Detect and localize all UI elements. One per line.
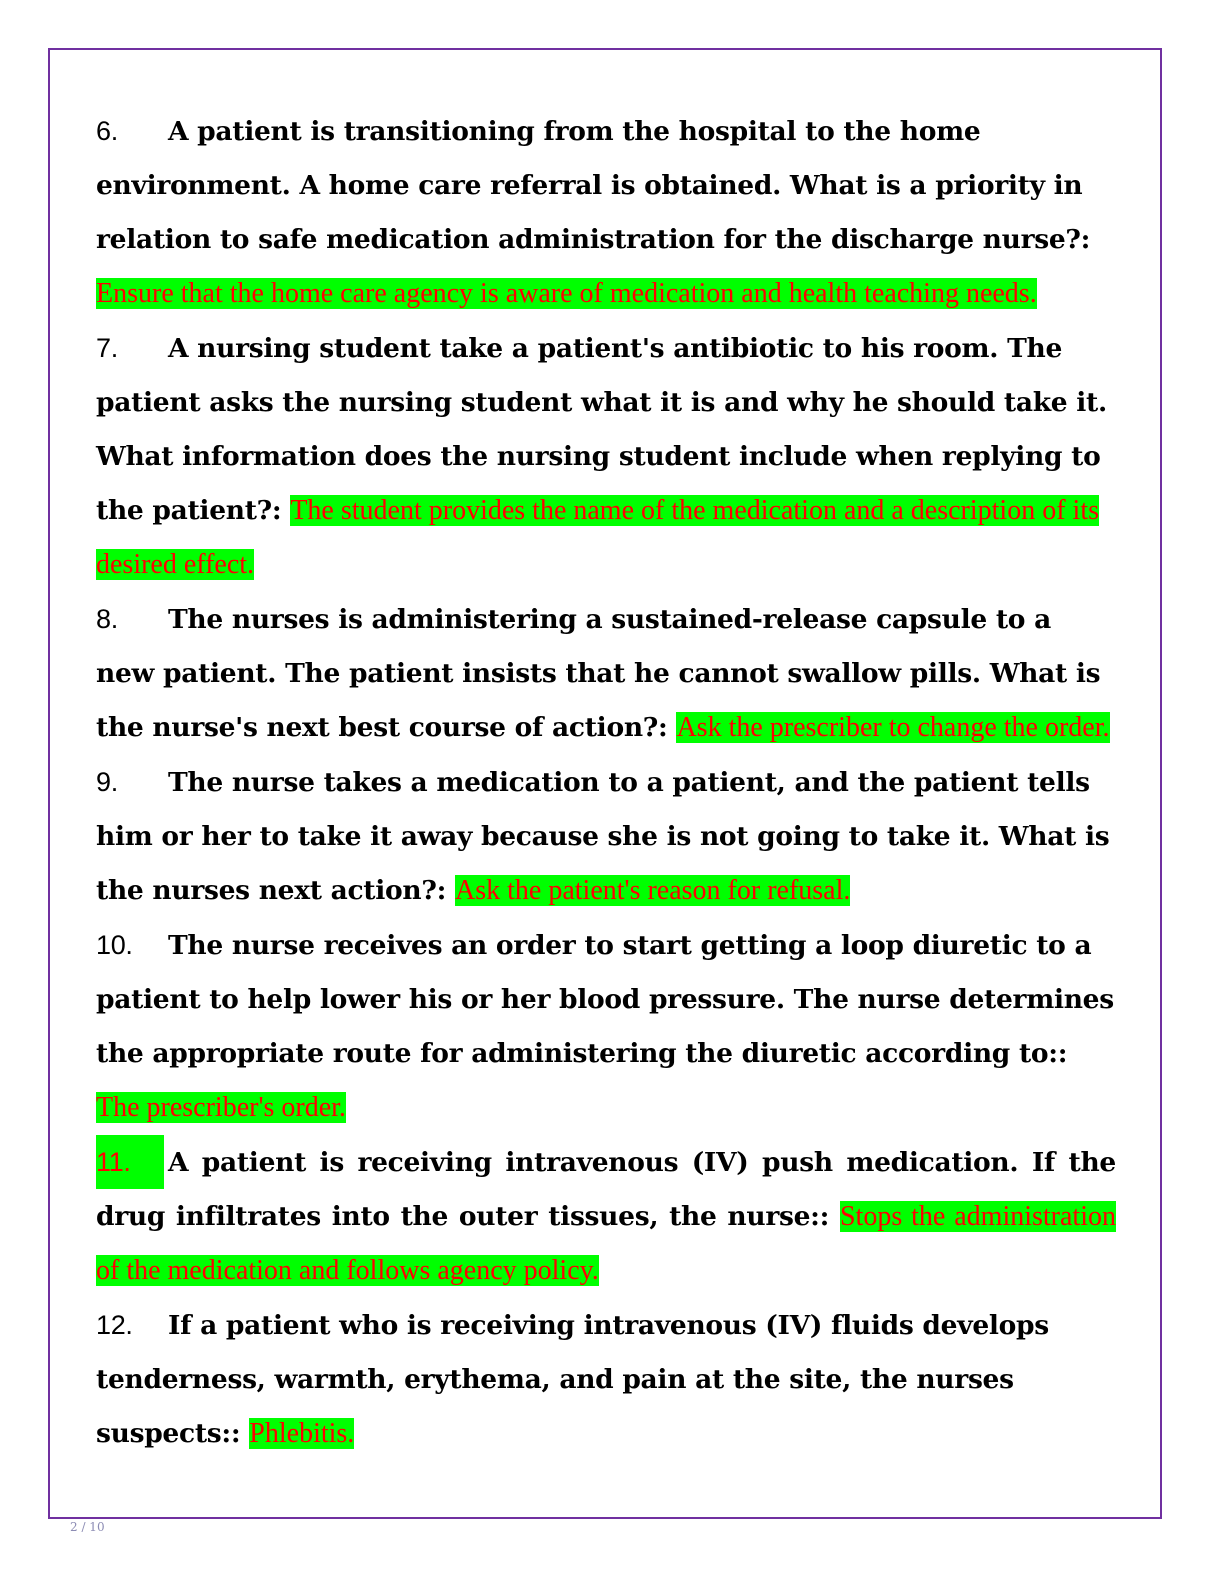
question-number: 7. [96,333,118,363]
question-number: 6. [96,116,118,146]
answer-text: The prescriber's order. [96,1092,346,1123]
question-item-10 [96,918,1116,1135]
question-item-11 [96,1135,1116,1298]
question-item-6 [96,104,1116,321]
question-number: 8. [96,604,118,634]
question-item-7 [96,321,1116,592]
question-text: The nurse receives an order to start getting a loop diuretic to a patient to help lower his or her blood pressure. The nurse determines the appropriate route for administering the diuretic according to:: [96,930,1114,1069]
answer-text: Ask the prescriber to change the order. [676,712,1110,743]
question-text: The nurses is administering a sustained-release capsule to a new patient. The patient insists that he cannot swallow pills. What is the nurse's next best course of action?: [96,604,1101,743]
question-text: If a patient who is receiving intravenous (IV) fluids develops tenderness, warmth, erythema, and pain at the site, the nurses suspects:: [96,1310,1049,1449]
question-text: A patient is transitioning from the hospital to the home environment. A home care referral is obtained. What is a priority in relation to safe medication administration for the discharge nurse?: [96,116,1091,255]
question-number: 11. [96,1135,164,1189]
answer-text: Ensure that the home care agency is aware of medication and health teaching needs. [96,278,1037,309]
question-text: The nurse takes a medication to a patient, and the patient tells him or her to take it away because she is not going to take it. What is the nurses next action?: [96,767,1110,906]
question-number: 9. [96,767,118,797]
answer-text: Phlebitis. [249,1418,355,1449]
answer-text: Stops the administration of the medication and follows agency policy. [96,1201,1116,1286]
question-list [96,104,1116,1461]
question-text: A patient is receiving intravenous (IV) push medication. If the drug infiltrates into the outer tissues, the nurse:: [96,1147,1116,1232]
answer-text: The student provides the name of the medication and a description of its desired effect. [96,495,1099,580]
question-item-8 [96,592,1116,755]
question-item-12 [96,1298,1116,1461]
question-item-9 [96,755,1116,918]
answer-text: Ask the patient's reason for refusal. [455,875,851,906]
page-number: 2 / 10 [70,1520,105,1534]
question-number: 10. [96,930,133,960]
question-text: A nursing student take a patient's antibiotic to his room. The patient asks the nursing student what it is and why he should take it. What information does the nursing student include when replying to the patient?: [96,333,1107,526]
question-number: 12. [96,1310,133,1340]
